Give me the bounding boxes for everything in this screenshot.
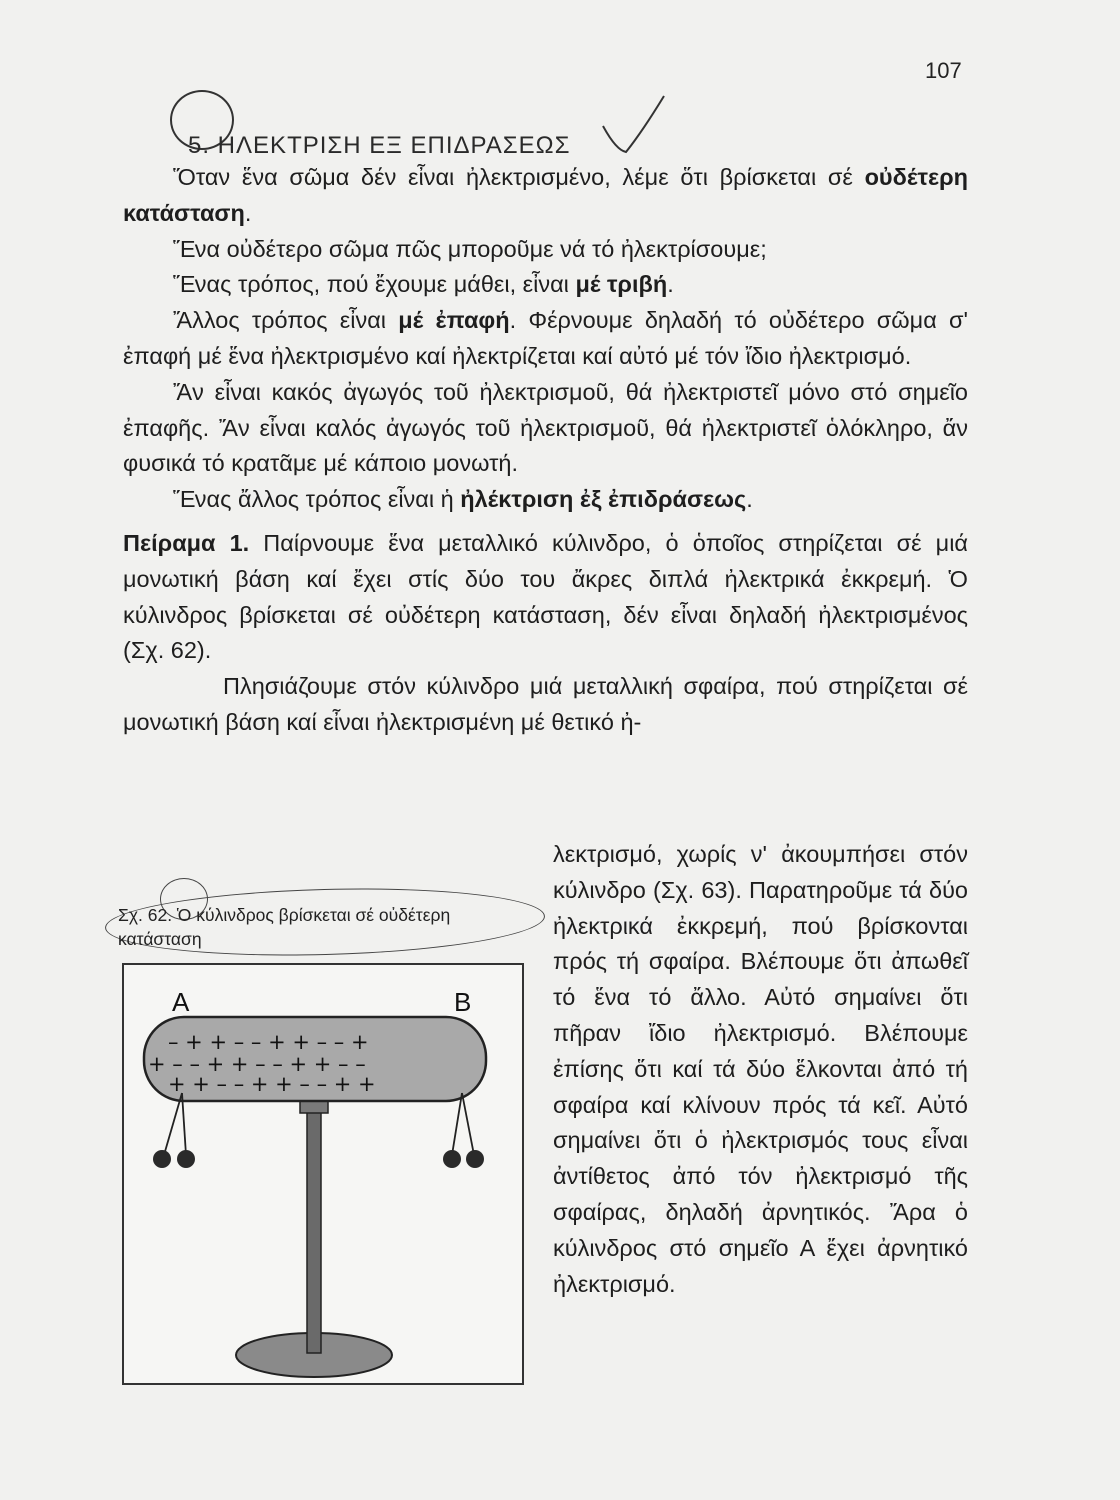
label-a: Α [172, 987, 190, 1017]
title-check-mark [598, 92, 668, 156]
pendulum-b-ball-2 [466, 1150, 484, 1168]
term-friction: μέ τριβή [575, 271, 668, 298]
term-induction: ἠλέκτριση ἐξ ἐπιδράσεως [460, 486, 747, 513]
figure-caption: Σχ. 62. Ὁ κύλινδρος βρίσκεται σέ οὐδέτερη κατάσταση [118, 905, 451, 949]
experiment-label: Πείραμα 1. [123, 529, 250, 556]
charge-row-2: + – – + + – – + + – – [148, 1052, 366, 1076]
pendulum-b-ball-1 [443, 1150, 461, 1168]
stand-rod [307, 1105, 321, 1353]
experiment-paragraph: Πείραμα 1. Παίρνουμε ἕνα μεταλλικό κύλινδρο, ὁ ὁποῖος στηρίζεται σέ μιά μονωτική βάση καί ἔχει στίς δύο του ἄκρες διπλά ἠλεκτρικά ἐκκρεμή. Ὁ κύλινδρος βρίσκεται σέ οὐδέτερη κατάσταση, δέν εἶναι δηλαδή ἠλεκτρισμένος (Σχ. 62). [123, 529, 969, 664]
pendulum-a-thread-2 [182, 1093, 186, 1155]
paragraph-4: Ἄλλος τρόπος εἶναι μέ ἐπαφή. Φέρνουμε δηλαδή τό οὐδέτερο σῶμα σ' ἐπαφή μέ ἕνα ἠλεκτρισμένο καί ἠλεκτρίζεται καί αὐτό μέ τόν ἴδιο ἠλεκτρισμό. [123, 307, 968, 369]
pendulum-a-ball-1 [153, 1150, 171, 1168]
page-number: 107 [925, 58, 962, 83]
paragraph-3: Ἕνας τρόπος, πού ἔχουμε μάθει, εἶναι μέ τριβή. [173, 271, 674, 298]
paragraph-5: Ἄν εἶναι κακός ἀγωγός τοῦ ἠλεκτρισμοῦ, θά ἠλεκτριστεῖ μόνο στό σημεῖο ἐπαφῆς. Ἄν εἶναι καλός ἀγωγός τοῦ ἠλεκτρισμοῦ, θά ἠλεκτριστεῖ ὁλόκληρο, ἄν φυσικά τό κρατᾶμε μέ κάποιο μονωτή. [123, 378, 968, 477]
paragraph-6: Ἕνας ἄλλος τρόπος εἶναι ἡ ἠλέκτριση ἐξ ἐπιδράσεως. [173, 486, 753, 513]
paragraph-2: Ἕνα οὐδέτερο σῶμα πῶς μποροῦμε νά τό ἠλεκτρίσουμε; [173, 235, 767, 262]
cylinder-illustration [124, 965, 526, 1387]
charge-row-1: – + + – – + + – – + [168, 1030, 369, 1054]
paragraph-1: Ὅταν ἕνα σῶμα δέν εἶναι ἠλεκτρισμένο, λέμε ὅτι βρίσκεται σέ οὐδέτερη κατάσταση. [123, 164, 968, 226]
figure-62 [122, 963, 524, 1385]
pendulum-a-ball-2 [177, 1150, 195, 1168]
section-title: 5. ΗΛΕΚΤΡΙΣΗ ΕΞ ΕΠΙΔΡΑΣΕΩΣ [188, 131, 571, 159]
term-neutral-state: οὐδέτερη κατάσταση [123, 164, 968, 226]
pendulum-b-thread-1 [452, 1093, 462, 1155]
pendulum-a-thread-1 [164, 1093, 182, 1155]
pendulum-b-thread-2 [462, 1093, 474, 1155]
charge-row-3: + + – – + + – – + + [168, 1072, 376, 1096]
body-text [123, 160, 968, 741]
term-contact: μέ ἐπαφή [398, 307, 510, 334]
label-b: Β [454, 987, 472, 1017]
paragraph-8: Πλησιάζουμε στόν κύλινδρο μιά μεταλλική σφαίρα, πού στηρίζεται σέ μονωτική βάση καί εἶναι ἠλεκτρισμένη μέ θετικό ἠ- [123, 673, 968, 735]
body-text-wrapped: λεκτρισμό, χωρίς ν' ἀκουμπήσει στόν κύλινδρο (Σχ. 63). Παρατηροῦμε τά δύο ἠλεκτρικά ἐκκρεμή, πού βρίσκονται πρός τή σφαίρα. Βλέπουμε ὅτι ἀπωθεῖ τό ἕνα τό ἄλλο. Αὐτό σημαίνει ὅτι πῆραν ἴδιο ἠλεκτρισμό. Βλέπουμε ἐπίσης ὅτι καί τά δύο ἕλκονται ἀπό τή σφαίρα καί κλίνουν πρός τά κεῖ. Αὐτό σημαίνει ὅτι ὁ ἠλεκτρισμός τους εἶναι ἀντίθετος ἀπό τόν ἠλεκτρισμό τῆς σφαίρας, δηλαδή ἀρνητικός. Ἄρα ὁ κύλινδρος στό σημεῖο Α ἔχει ἀρνητικό ἠλεκτρισμό. [553, 841, 968, 1297]
